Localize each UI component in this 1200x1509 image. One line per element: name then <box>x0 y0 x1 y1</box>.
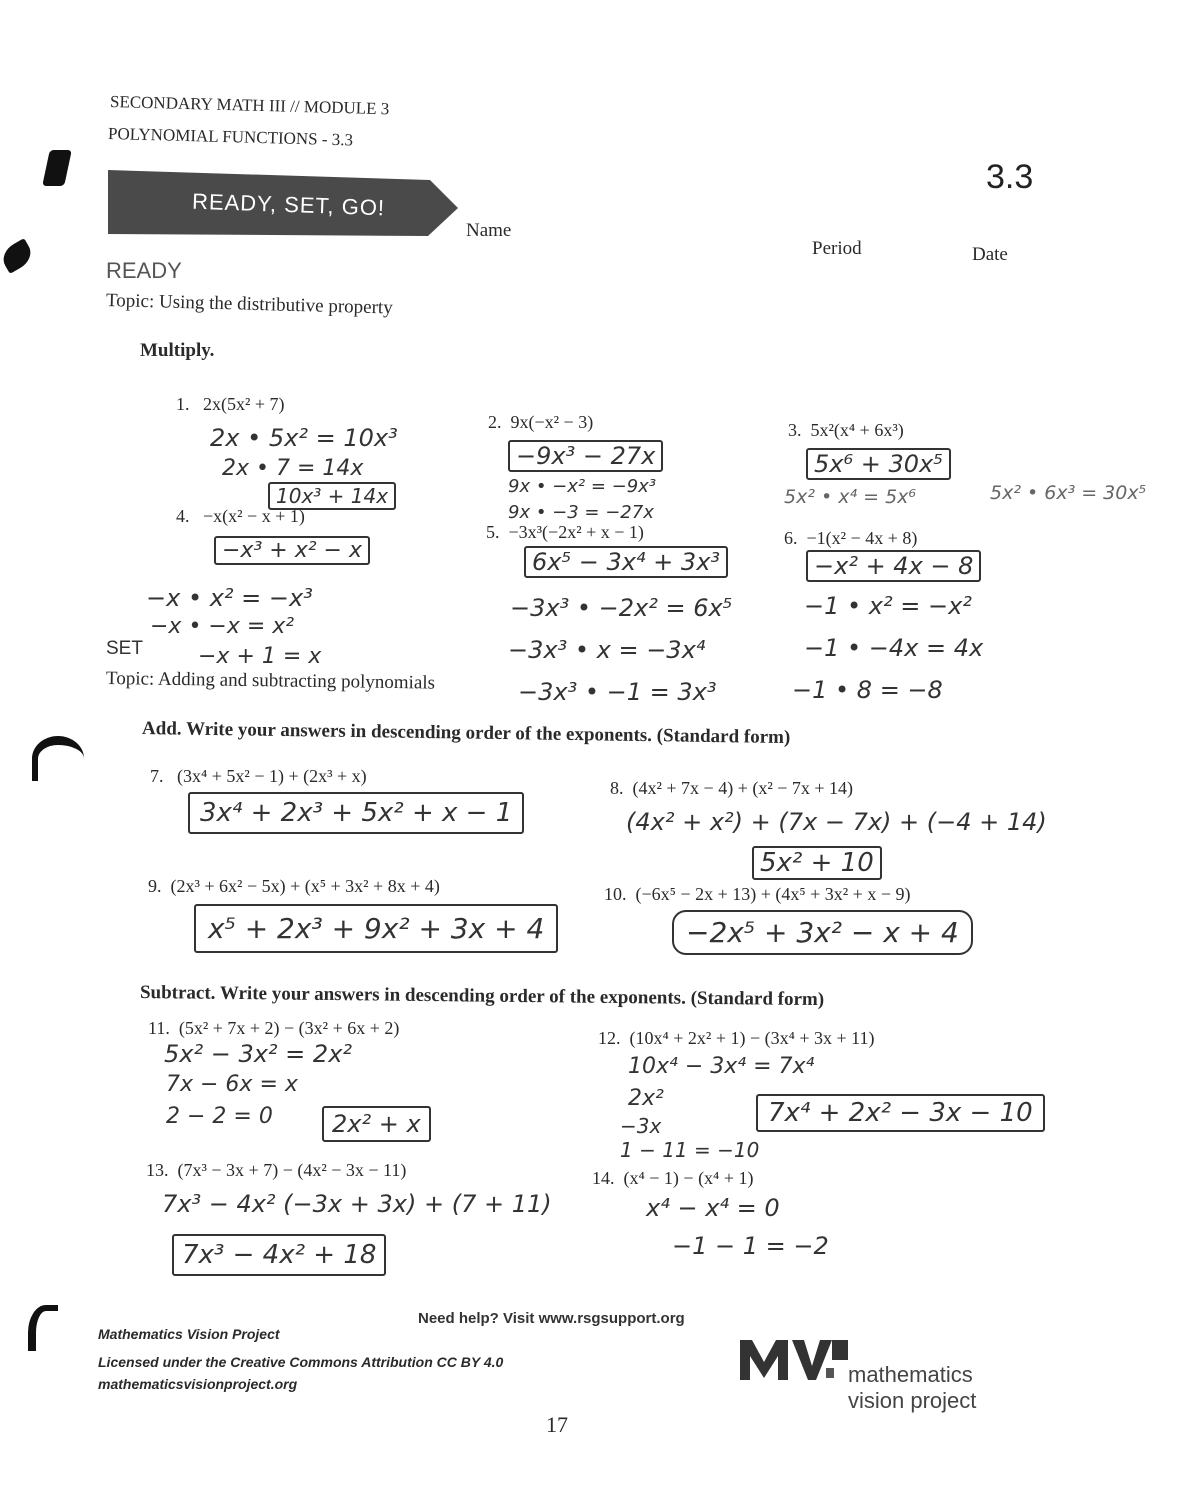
work-line: −x • −x = x² <box>150 614 295 639</box>
multiply-instruction: Multiply. <box>140 340 215 361</box>
subtract-instruction: Subtract. Write your answers in descending order of the exponents. (Standard form) <box>139 982 825 1011</box>
problem-expression: −1(x² − 4x + 8) <box>806 528 918 548</box>
answer-box: 5x² + 10 <box>752 846 882 880</box>
problem-expression: 9x(−x² − 3) <box>510 412 594 432</box>
answer-box: −9x³ − 27x <box>508 440 663 472</box>
site-text: mathematicsvisionproject.org <box>98 1376 298 1392</box>
answer-box: 10x³ + 14x <box>268 482 396 510</box>
problem-8: 8. (4x² + 7x − 4) + (x² − 7x + 14) <box>610 778 854 798</box>
answer-box: 6x⁵ − 3x⁴ + 3x³ <box>524 546 728 578</box>
name-label: Name <box>466 220 512 241</box>
problem-expression: −3x³(−2x² + x − 1) <box>508 522 644 542</box>
help-text: Need help? Visit www.rsgsupport.org <box>418 1310 685 1327</box>
problem-6: 6. −1(x² − 4x + 8) <box>784 528 918 548</box>
problem-expression: (10x⁴ + 2x² + 1) − (3x⁴ + 3x + 11) <box>629 1028 875 1048</box>
problem-1: 1. 2x(5x² + 7) <box>176 394 285 414</box>
answer-box: 2x² + x <box>322 1106 431 1142</box>
work-line: 5x² − 3x² = 2x² <box>164 1040 353 1068</box>
problem-4: 4. −x(x² − x + 1) <box>176 506 305 526</box>
problem-7: 7. (3x⁴ + 5x² − 1) + (2x³ + x) <box>150 766 367 786</box>
answer-box: 7x⁴ + 2x² − 3x − 10 <box>756 1094 1045 1132</box>
work-line: 2 − 2 = 0 <box>166 1104 273 1129</box>
work-line: 9x • −3 = −27x <box>508 502 654 523</box>
problem-expression: (3x⁴ + 5x² − 1) + (2x³ + x) <box>177 766 367 786</box>
work-line: −1 • −4x = 4x <box>804 634 984 662</box>
answer-box: −2x⁵ + 3x² − x + 4 <box>672 910 973 955</box>
work-line: 1 − 11 = −10 <box>620 1138 760 1162</box>
set-topic: Topic: Adding and subtracting polynomials <box>105 668 436 694</box>
work-line: −x + 1 = x <box>198 644 322 669</box>
work-line: 2x • 7 = 14x <box>222 456 364 481</box>
problem-expression: −x(x² − x + 1) <box>203 506 305 526</box>
date-label: Date <box>972 244 1008 265</box>
answer-box: x⁵ + 2x³ + 9x² + 3x + 4 <box>194 904 558 953</box>
mvp-logo-icon <box>740 1340 850 1388</box>
problem-12: 12. (10x⁴ + 2x² + 1) − (3x⁴ + 3x + 11) <box>598 1028 875 1048</box>
mvp-logo <box>740 1340 1010 1420</box>
work-line: 7x − 6x = x <box>166 1072 298 1097</box>
project-name: Mathematics Vision Project <box>98 1326 280 1342</box>
problem-expression: (4x² + 7x − 4) + (x² − 7x + 14) <box>632 778 854 798</box>
work-line: −x • x² = −x³ <box>146 584 313 612</box>
problem-expression: 5x²(x⁴ + 6x³) <box>810 420 904 440</box>
ready-set-go-banner <box>108 168 458 238</box>
logo-text-1: mathematics <box>848 1362 973 1387</box>
period-label: Period <box>812 238 862 259</box>
work-line: −3x³ • x = −3x⁴ <box>508 636 706 664</box>
license-text: Licensed under the Creative Commons Attribution CC BY 4.0 <box>98 1354 504 1370</box>
problem-14: 14. (x⁴ − 1) − (x⁴ + 1) <box>592 1168 754 1188</box>
work-line: 7x³ − 4x² (−3x + 3x) + (7 + 11) <box>162 1190 552 1218</box>
work-line: 10x⁴ − 3x⁴ = 7x⁴ <box>628 1054 815 1079</box>
problem-11: 11. (5x² + 7x + 2) − (3x² + 6x + 2) <box>148 1018 400 1038</box>
logo-text-2: vision project <box>848 1388 977 1413</box>
problem-10: 10. (−6x⁵ − 2x + 13) + (4x⁵ + 3x² + x − 9) <box>604 884 911 904</box>
answer-box: 5x⁶ + 30x⁵ <box>806 448 951 480</box>
problem-expression: (2x³ + 6x² − 5x) + (x⁵ + 3x² + 8x + 4) <box>170 876 440 896</box>
answer-box: −x³ + x² − x <box>214 536 370 565</box>
page-number: 17 <box>546 1412 568 1437</box>
work-line: (4x² + x²) + (7x − 7x) + (−4 + 14) <box>626 808 1047 836</box>
problem-expression: (5x² + 7x + 2) − (3x² + 6x + 2) <box>178 1018 400 1038</box>
work-line: 2x • 5x² = 10x³ <box>210 424 398 452</box>
answer-box: 3x⁴ + 2x³ + 5x² + x − 1 <box>188 792 524 834</box>
problem-expression: (x⁴ − 1) − (x⁴ + 1) <box>623 1168 754 1188</box>
answer-box: −1 − 1 = −2 <box>672 1232 829 1260</box>
answer-box: 7x³ − 4x² + 18 <box>172 1234 386 1276</box>
problem-expression: (−6x⁵ − 2x + 13) + (4x⁵ + 3x² + x − 9) <box>635 884 911 904</box>
problem-5: 5. −3x³(−2x² + x − 1) <box>486 522 644 542</box>
problem-expression: (7x³ − 3x + 7) − (4x² − 3x − 11) <box>177 1160 407 1180</box>
work-line: −3x³ • −2x² = 6x⁵ <box>510 594 733 622</box>
banner-text: READY, SET, GO! <box>191 188 386 221</box>
problem-13: 13. (7x³ − 3x + 7) − (4x² − 3x − 11) <box>146 1160 407 1180</box>
scan-mark <box>42 150 72 186</box>
scan-mark <box>32 736 84 781</box>
section-number: 3.3 <box>986 158 1034 196</box>
work-line: −3x³ • −1 = 3x³ <box>518 678 717 706</box>
work-line: 9x • −x² = −9x³ <box>508 476 657 497</box>
work-line: −1 • 8 = −8 <box>792 676 943 704</box>
problem-9: 9. (2x³ + 6x² − 5x) + (x⁵ + 3x² + 8x + 4) <box>148 876 440 896</box>
work-line: −1 • x² = −x² <box>804 592 972 620</box>
problem-3: 3. 5x²(x⁴ + 6x³) <box>788 420 904 440</box>
answer-box: −x² + 4x − 8 <box>806 550 981 582</box>
set-heading: SET <box>106 638 143 659</box>
ready-topic: Topic: Using the distributive property <box>105 290 393 319</box>
problem-expression: 2x(5x² + 7) <box>203 394 285 414</box>
work-line: −3x <box>620 1114 662 1138</box>
work-line: 2x² <box>628 1086 664 1111</box>
problem-2: 2. 9x(−x² − 3) <box>488 412 594 432</box>
scan-mark <box>28 1305 58 1351</box>
add-instruction: Add. Write your answers in descending order of the exponents. (Standard form) <box>141 718 791 749</box>
course-title: SECONDARY MATH III // MODULE 3 <box>109 92 390 119</box>
scan-mark <box>0 238 36 274</box>
unit-title: POLYNOMIAL FUNCTIONS - 3.3 <box>107 124 354 150</box>
work-line: 5x² • 6x³ = 30x⁵ <box>990 482 1147 504</box>
work-line: 5x² • x⁴ = 5x⁶ <box>784 486 917 508</box>
ready-heading: READY <box>106 258 182 283</box>
work-line: x⁴ − x⁴ = 0 <box>646 1194 780 1222</box>
